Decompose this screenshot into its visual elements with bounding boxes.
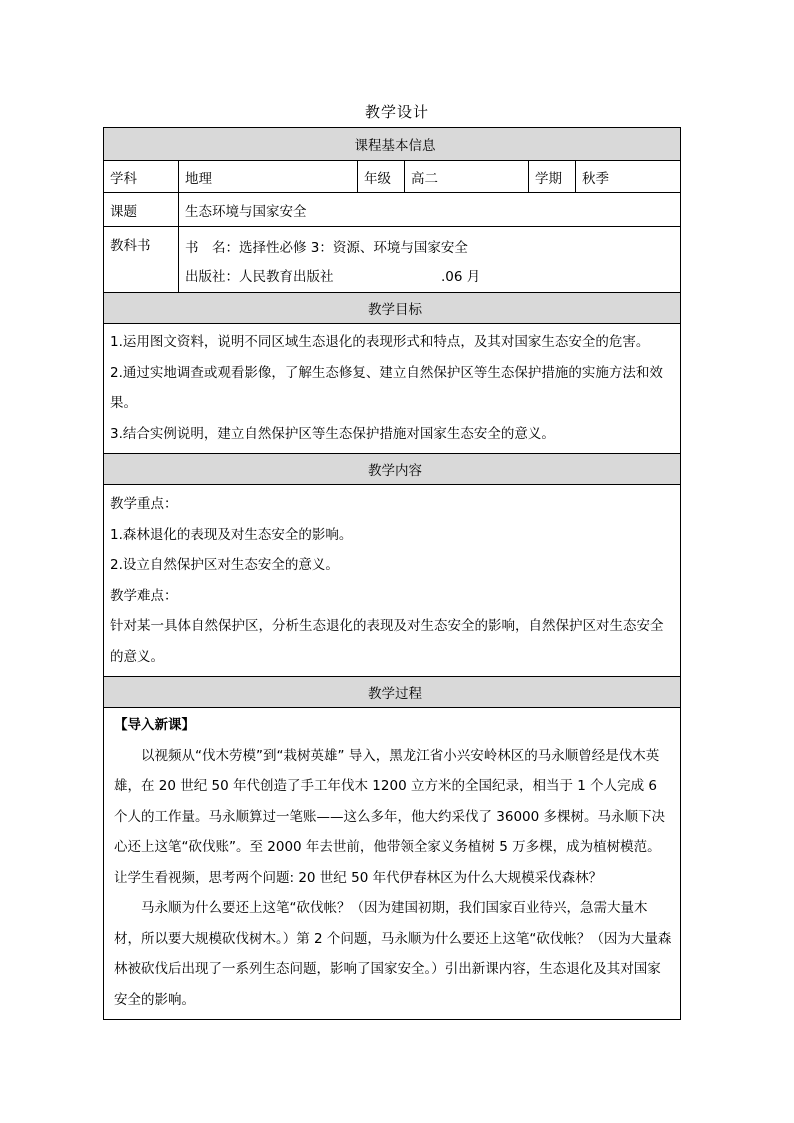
textbook-label: 教科书 — [104, 227, 179, 293]
publish-date: .06 月 — [441, 269, 481, 285]
grade-label: 年级 — [358, 161, 405, 193]
intro-section-label: 【导入新课】 — [114, 717, 195, 733]
topic-value: 生态环境与国家安全 — [179, 193, 681, 227]
objective-item: 2.通过实地调查或观看影像，了解生态修复、建立自然保护区等生态保护措施的实施方法和效果。 — [110, 364, 663, 411]
lesson-plan-table — [103, 127, 681, 1020]
textbook-info — [179, 227, 681, 293]
process-body — [104, 708, 681, 1020]
topic-row — [104, 193, 681, 227]
publisher-line — [185, 263, 680, 292]
key-point-item: 2.设立自然保护区对生态安全的意义。 — [110, 557, 339, 573]
publisher-name: 出版社：人民教育出版社 — [185, 269, 334, 285]
content-body — [104, 485, 681, 677]
process-body-row — [104, 708, 681, 1020]
topic-label: 课题 — [104, 193, 179, 227]
intro-paragraph-1: 以视频从“伐木劳模”到“栽树英雄” 导入，黑龙江省小兴安岭林区的马永顺曾经是伐木英雄，在 20 世纪 50 年代创造了手工年伐木 1200 立方米的全国纪录，相当于 1 个人完成 6 个人的工作量。马永顺算过一笔账——这么多年，他大约采伐了 36000 多棵树。马永顺下决心还上这笔“砍伐账”。至 2000 年去世前，他带领全家义务植树 5 万多棵，成为植树模范。让学生看视频，思考两个问题: 20 世纪 50 年代伊春林区为什么大规模采伐森林？ — [114, 747, 666, 886]
subject-label: 学科 — [104, 161, 179, 193]
intro-paragraph-2: 马永顺为什么要还上这笔“砍伐帐？（因为建国初期，我们国家百业待兴，急需大量木材，所以要大规模砍伐树木。）第 2 个问题，马永顺为什么要还上这笔“砍伐帐？（因为大量森林被砍伐后出现了一系列生态问题，影响了国家安全。）引出新课内容，生态退化及其对国家安全的影响。 — [114, 900, 672, 1008]
content-header: 教学内容 — [104, 454, 681, 485]
subject-value: 地理 — [179, 161, 358, 193]
objective-item: 1.运用图文资料，说明不同区域生态退化的表现形式和特点，及其对国家生态安全的危害。 — [110, 334, 650, 350]
basic-info-header-row — [104, 128, 681, 161]
subject-row — [104, 161, 681, 193]
key-point-item: 1.森林退化的表现及对生态安全的影响。 — [110, 526, 353, 543]
objectives-header: 教学目标 — [104, 293, 681, 324]
process-header-row — [104, 677, 681, 708]
difficulty-label: 教学难点： — [110, 587, 178, 604]
term-label: 学期 — [529, 161, 576, 193]
content-header-row — [104, 454, 681, 485]
basic-info-header: 课程基本信息 — [104, 128, 681, 161]
term-value: 秋季 — [576, 161, 681, 193]
objectives-header-row — [104, 293, 681, 324]
document-title: 教学设计 — [364, 103, 429, 121]
content-body-row — [104, 485, 681, 677]
key-points-label: 教学重点： — [110, 496, 178, 512]
difficulty-text: 针对某一具体自然保护区，分析生态退化的表现及对生态安全的影响，自然保护区对生态安全的意义。 — [110, 618, 664, 665]
book-name-line: 书 名：选择性必修 3：资源、环境与国家安全 — [185, 240, 468, 256]
textbook-row — [104, 227, 681, 293]
objective-item: 3.结合实例说明，建立自然保护区等生态保护措施对国家生态安全的意义。 — [110, 425, 555, 442]
objectives-body-row — [104, 324, 681, 454]
grade-value: 高二 — [405, 161, 529, 193]
process-header: 教学过程 — [104, 677, 681, 708]
objectives-body — [104, 324, 681, 454]
